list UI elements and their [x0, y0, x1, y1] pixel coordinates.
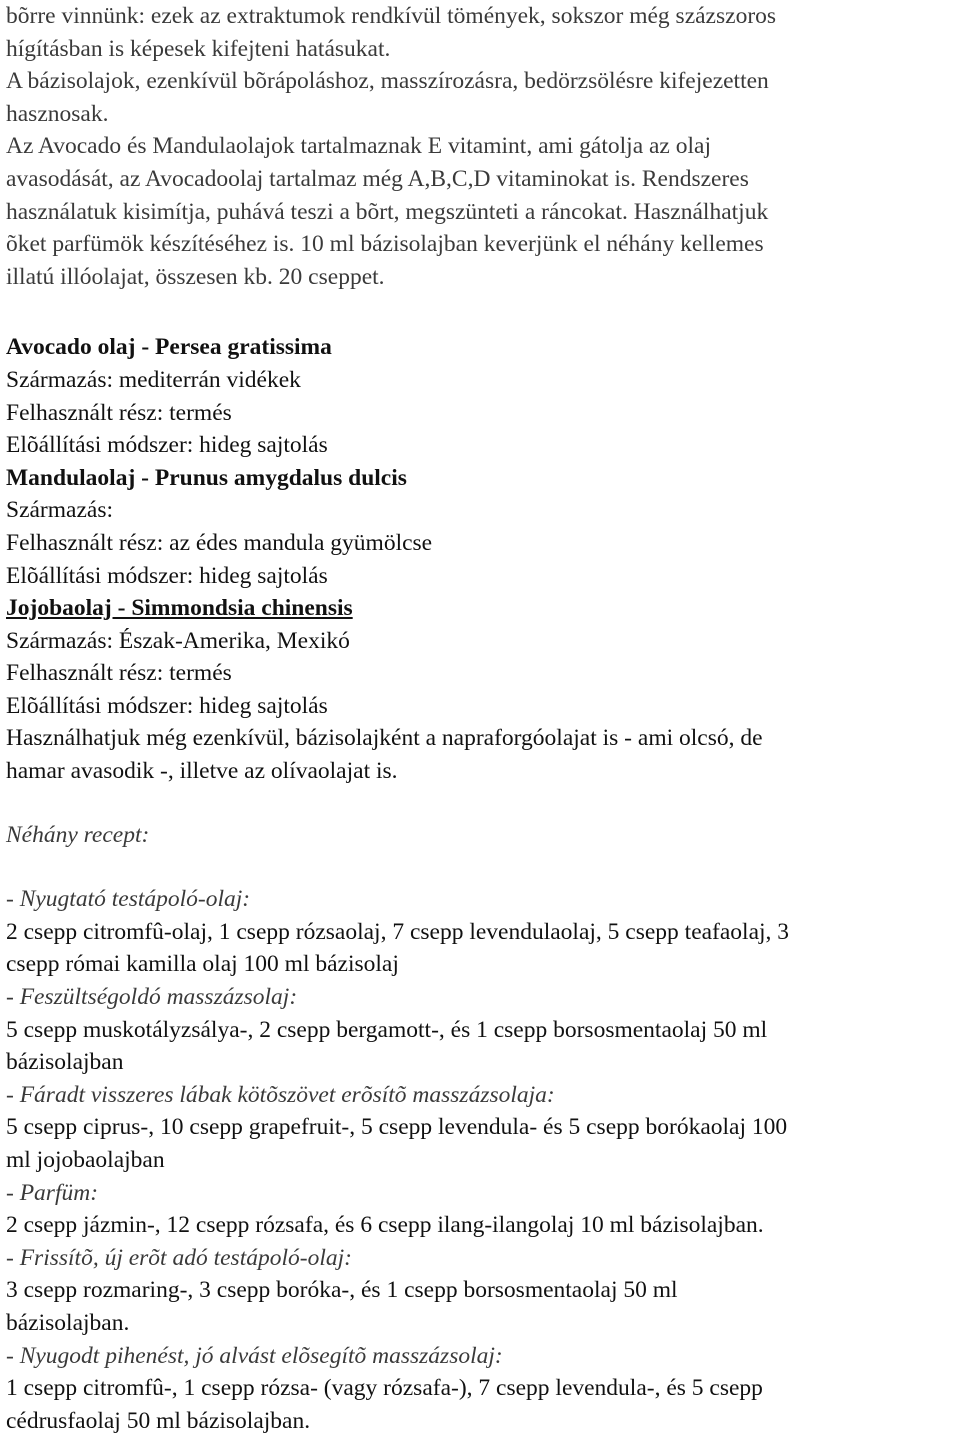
recipe-title: - Fáradt visszeres lábak kötõszövet erõsítõ masszázsolaja:	[6, 1081, 555, 1108]
intro-line: hígításban is képesek kifejteni hatásukat.	[6, 35, 391, 62]
recipe-line: bázisolajban	[6, 1049, 124, 1076]
oil-part: Felhasznált rész: termés	[6, 399, 232, 426]
recipe-title: - Nyugodt pihenést, jó alvást elõsegítõ masszázsolaj:	[6, 1342, 503, 1369]
recipes-heading: Néhány recept:	[6, 821, 150, 848]
recipe-title: - Nyugtató testápoló-olaj:	[6, 886, 251, 913]
oil-origin: Származás: Észak-Amerika, Mexikó	[6, 627, 350, 654]
recipe-line: 2 csepp citromfû-olaj, 1 csepp rózsaolaj, 7 csepp levendulaolaj, 5 csepp teafaolaj, 3	[6, 918, 790, 945]
recipe-item	[6, 981, 956, 1079]
oil-entry-avocado	[6, 331, 956, 461]
oil-title: Jojobaolaj - Simmondsia chinensis	[6, 595, 353, 622]
oil-part: Felhasznált rész: az édes mandula gyümölcse	[6, 529, 433, 556]
recipe-item	[6, 883, 956, 981]
oil-entry-jojoba	[6, 592, 956, 722]
intro-line: Az Avocado és Mandulaolajok tartalmaznak E vitamint, ami gátolja az olaj	[6, 133, 711, 160]
intro-line: hasznosak.	[6, 100, 109, 127]
recipe-line: csepp római kamilla olaj 100 ml bázisolaj	[6, 951, 399, 978]
intro-line: illatú illóolajat, összesen kb. 20 cseppet.	[6, 263, 385, 290]
oil-title: Mandulaolaj - Prunus amygdalus dulcis	[6, 464, 407, 491]
document-page	[6, 0, 956, 1437]
recipe-item	[6, 1340, 956, 1438]
note-line: Használhatjuk még ezenkívül, bázisolajként a napraforgóolajat is - ami olcsó, de	[6, 725, 763, 752]
recipe-item	[6, 1177, 956, 1242]
recipe-line: ml jojobaolajban	[6, 1147, 165, 1173]
oil-method: Elõállítási módszer: hideg sajtolás	[6, 432, 328, 459]
recipe-title: - Feszültségoldó masszázsolaj:	[6, 984, 298, 1011]
oil-title: Avocado olaj - Persea gratissima	[6, 334, 332, 361]
base-oils-section	[6, 331, 956, 787]
oil-origin: Származás: mediterrán vidékek	[6, 366, 301, 393]
intro-paragraph	[6, 0, 956, 293]
oil-method: Elõállítási módszer: hideg sajtolás	[6, 692, 328, 719]
recipe-line: 5 csepp ciprus-, 10 csepp grapefruit-, 5 csepp levendula- és 5 csepp borókaolaj 100	[6, 1114, 788, 1141]
intro-line: használatuk kisimítja, puhává teszi a bõrt, megszünteti a ráncokat. Használhatjuk	[6, 198, 769, 225]
recipe-line: 3 csepp rozmaring-, 3 csepp boróka-, és 1 csepp borsosmentaolaj 50 ml	[6, 1277, 678, 1304]
oil-part: Felhasznált rész: termés	[6, 660, 232, 687]
recipe-item	[6, 1242, 956, 1340]
recipes-list	[6, 883, 956, 1437]
intro-line: A bázisolajok, ezenkívül bõrápoláshoz, masszírozásra, bedörzsölésre kifejezetten	[6, 68, 769, 95]
intro-line: avasodását, az Avocadoolaj tartalmaz még A,B,C,D vitaminokat is. Rendszeres	[6, 165, 749, 192]
oil-method: Elõállítási módszer: hideg sajtolás	[6, 562, 328, 589]
recipe-line: 2 csepp jázmin-, 12 csepp rózsafa, és 6 csepp ilang-ilangolaj 10 ml bázisolajban.	[6, 1212, 764, 1239]
oil-origin: Származás:	[6, 497, 114, 524]
recipe-title: - Parfüm:	[6, 1179, 99, 1206]
oil-entry-almond	[6, 462, 956, 592]
note-line: hamar avasodik -, illetve az olívaolajat is.	[6, 758, 398, 785]
recipe-line: 5 csepp muskotályzsálya-, 2 csepp bergamott-, és 1 csepp borsosmentaolaj 50 ml	[6, 1016, 768, 1043]
intro-line: bõrre vinnünk: ezek az extraktumok rendkívül tömények, sokszor még százszoros	[6, 3, 777, 29]
recipe-item	[6, 1079, 956, 1177]
intro-line: õket parfümök készítéséhez is. 10 ml bázisolajban keverjünk el néhány kellemes	[6, 231, 764, 258]
recipe-line: bázisolajban.	[6, 1309, 130, 1336]
recipe-title: - Frissítõ, új erõt adó testápoló-olaj:	[6, 1244, 352, 1271]
recipe-line: cédrusfaolaj 50 ml bázisolajban.	[6, 1407, 311, 1434]
recipe-line: 1 csepp citromfû-, 1 csepp rózsa- (vagy rózsafa-), 7 csepp levendula-, és 5 csepp	[6, 1375, 763, 1402]
